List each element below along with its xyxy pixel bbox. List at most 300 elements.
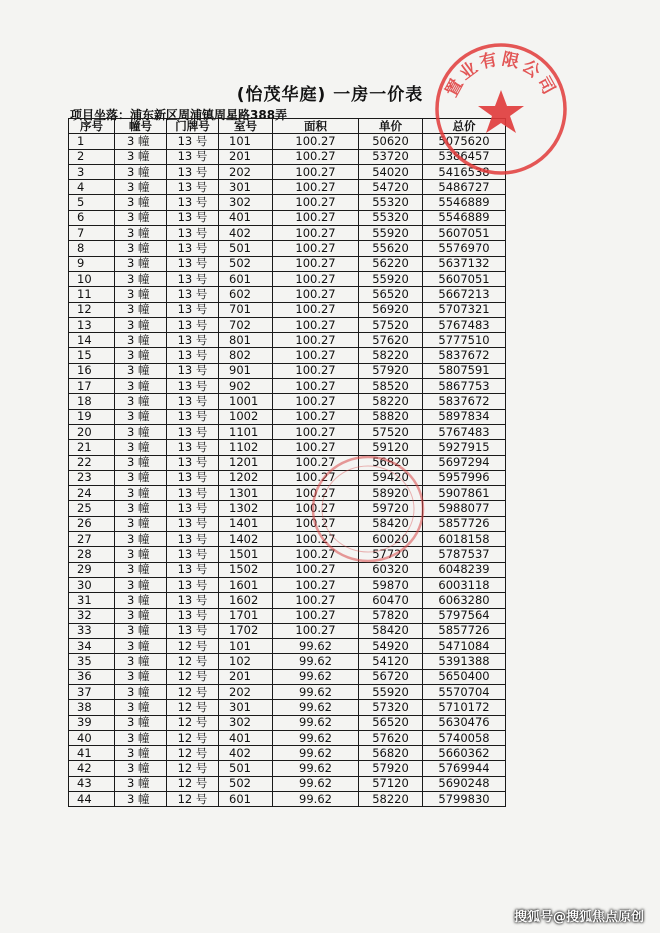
cell-building: 3 幢 bbox=[115, 470, 167, 485]
cell-area: 100.27 bbox=[273, 532, 359, 547]
cell-seq: 34 bbox=[69, 639, 115, 654]
cell-unit-price: 55620 bbox=[359, 241, 423, 256]
cell-area: 100.27 bbox=[273, 149, 359, 164]
cell-room: 902 bbox=[219, 379, 273, 394]
table-row bbox=[69, 470, 506, 485]
table-row bbox=[69, 700, 506, 715]
cell-unit-price: 54020 bbox=[359, 164, 423, 179]
cell-building: 3 幢 bbox=[115, 424, 167, 439]
cell-room: 801 bbox=[219, 333, 273, 348]
cell-unit-price: 56920 bbox=[359, 302, 423, 317]
cell-door-number: 13 号 bbox=[167, 287, 219, 302]
table-row bbox=[69, 256, 506, 271]
cell-seq: 28 bbox=[69, 547, 115, 562]
cell-room: 1401 bbox=[219, 516, 273, 531]
cell-total-price: 6018158 bbox=[423, 532, 506, 547]
cell-total-price: 5857726 bbox=[423, 623, 506, 638]
cell-unit-price: 58520 bbox=[359, 379, 423, 394]
cell-door-number: 13 号 bbox=[167, 134, 219, 149]
cell-unit-price: 57920 bbox=[359, 761, 423, 776]
cell-seq: 32 bbox=[69, 608, 115, 623]
cell-unit-price: 55320 bbox=[359, 210, 423, 225]
cell-building: 3 幢 bbox=[115, 516, 167, 531]
cell-total-price: 5607051 bbox=[423, 226, 506, 241]
cell-unit-price: 58420 bbox=[359, 516, 423, 531]
cell-room: 301 bbox=[219, 700, 273, 715]
table-row bbox=[69, 730, 506, 745]
cell-total-price: 5787537 bbox=[423, 547, 506, 562]
cell-total-price: 5391388 bbox=[423, 654, 506, 669]
table-row bbox=[69, 379, 506, 394]
cell-unit-price: 56520 bbox=[359, 287, 423, 302]
cell-room: 402 bbox=[219, 746, 273, 761]
cell-total-price: 5957996 bbox=[423, 470, 506, 485]
cell-seq: 29 bbox=[69, 562, 115, 577]
cell-unit-price: 60320 bbox=[359, 562, 423, 577]
table-row bbox=[69, 195, 506, 210]
table-row bbox=[69, 654, 506, 669]
cell-seq: 22 bbox=[69, 455, 115, 470]
cell-room: 201 bbox=[219, 669, 273, 684]
cell-unit-price: 58220 bbox=[359, 394, 423, 409]
cell-building: 3 幢 bbox=[115, 639, 167, 654]
table-row bbox=[69, 164, 506, 179]
cell-seq: 15 bbox=[69, 348, 115, 363]
cell-door-number: 13 号 bbox=[167, 501, 219, 516]
cell-area: 99.62 bbox=[273, 715, 359, 730]
cell-door-number: 12 号 bbox=[167, 792, 219, 807]
cell-total-price: 5867753 bbox=[423, 379, 506, 394]
header-seq: 序号 bbox=[69, 119, 115, 134]
cell-seq: 25 bbox=[69, 501, 115, 516]
cell-door-number: 13 号 bbox=[167, 562, 219, 577]
cell-seq: 24 bbox=[69, 486, 115, 501]
cell-area: 100.27 bbox=[273, 333, 359, 348]
cell-seq: 8 bbox=[69, 241, 115, 256]
cell-seq: 20 bbox=[69, 424, 115, 439]
cell-area: 100.27 bbox=[273, 226, 359, 241]
cell-building: 3 幢 bbox=[115, 715, 167, 730]
cell-unit-price: 56820 bbox=[359, 455, 423, 470]
svg-text:置业有限公司: 置业有限公司 bbox=[441, 49, 561, 101]
table-row bbox=[69, 792, 506, 807]
table-row bbox=[69, 394, 506, 409]
cell-unit-price: 55920 bbox=[359, 226, 423, 241]
cell-door-number: 12 号 bbox=[167, 776, 219, 791]
cell-door-number: 13 号 bbox=[167, 317, 219, 332]
cell-total-price: 5927915 bbox=[423, 440, 506, 455]
cell-unit-price: 58420 bbox=[359, 623, 423, 638]
cell-area: 100.27 bbox=[273, 363, 359, 378]
cell-building: 3 幢 bbox=[115, 761, 167, 776]
cell-area: 100.27 bbox=[273, 440, 359, 455]
cell-unit-price: 59420 bbox=[359, 470, 423, 485]
cell-unit-price: 50620 bbox=[359, 134, 423, 149]
table-row bbox=[69, 363, 506, 378]
cell-seq: 35 bbox=[69, 654, 115, 669]
cell-door-number: 13 号 bbox=[167, 226, 219, 241]
table-row bbox=[69, 424, 506, 439]
cell-door-number: 12 号 bbox=[167, 684, 219, 699]
cell-seq: 12 bbox=[69, 302, 115, 317]
cell-total-price: 5807591 bbox=[423, 363, 506, 378]
cell-unit-price: 57120 bbox=[359, 776, 423, 791]
cell-total-price: 5386457 bbox=[423, 149, 506, 164]
cell-room: 101 bbox=[219, 134, 273, 149]
cell-seq: 38 bbox=[69, 700, 115, 715]
cell-seq: 44 bbox=[69, 792, 115, 807]
cell-unit-price: 54920 bbox=[359, 639, 423, 654]
table-row bbox=[69, 317, 506, 332]
cell-total-price: 6063280 bbox=[423, 593, 506, 608]
cell-room: 1002 bbox=[219, 409, 273, 424]
cell-building: 3 幢 bbox=[115, 379, 167, 394]
cell-unit-price: 58220 bbox=[359, 348, 423, 363]
cell-building: 3 幢 bbox=[115, 134, 167, 149]
cell-door-number: 13 号 bbox=[167, 455, 219, 470]
cell-area: 100.27 bbox=[273, 348, 359, 363]
cell-room: 1502 bbox=[219, 562, 273, 577]
cell-area: 99.62 bbox=[273, 654, 359, 669]
table-row bbox=[69, 593, 506, 608]
cell-building: 3 幢 bbox=[115, 287, 167, 302]
cell-door-number: 13 号 bbox=[167, 593, 219, 608]
cell-seq: 39 bbox=[69, 715, 115, 730]
cell-seq: 37 bbox=[69, 684, 115, 699]
cell-unit-price: 57520 bbox=[359, 317, 423, 332]
cell-building: 3 幢 bbox=[115, 792, 167, 807]
cell-unit-price: 55920 bbox=[359, 271, 423, 286]
cell-unit-price: 57720 bbox=[359, 547, 423, 562]
cell-building: 3 幢 bbox=[115, 455, 167, 470]
cell-total-price: 5630476 bbox=[423, 715, 506, 730]
table-row bbox=[69, 516, 506, 531]
cell-building: 3 幢 bbox=[115, 501, 167, 516]
table-row bbox=[69, 746, 506, 761]
cell-seq: 30 bbox=[69, 577, 115, 592]
cell-room: 1202 bbox=[219, 470, 273, 485]
cell-unit-price: 56220 bbox=[359, 256, 423, 271]
table-row bbox=[69, 333, 506, 348]
cell-total-price: 5740058 bbox=[423, 730, 506, 745]
cell-building: 3 幢 bbox=[115, 256, 167, 271]
table-row bbox=[69, 562, 506, 577]
table-row bbox=[69, 715, 506, 730]
cell-room: 202 bbox=[219, 164, 273, 179]
header-door-number: 门牌号 bbox=[167, 119, 219, 134]
cell-seq: 41 bbox=[69, 746, 115, 761]
cell-building: 3 幢 bbox=[115, 577, 167, 592]
cell-area: 100.27 bbox=[273, 608, 359, 623]
cell-door-number: 13 号 bbox=[167, 271, 219, 286]
cell-total-price: 5769944 bbox=[423, 761, 506, 776]
cell-seq: 17 bbox=[69, 379, 115, 394]
header-building: 幢号 bbox=[115, 119, 167, 134]
cell-area: 100.27 bbox=[273, 424, 359, 439]
cell-area: 99.62 bbox=[273, 700, 359, 715]
cell-door-number: 12 号 bbox=[167, 730, 219, 745]
table-row bbox=[69, 348, 506, 363]
cell-unit-price: 59120 bbox=[359, 440, 423, 455]
cell-seq: 4 bbox=[69, 180, 115, 195]
cell-room: 701 bbox=[219, 302, 273, 317]
cell-seq: 1 bbox=[69, 134, 115, 149]
cell-total-price: 5660362 bbox=[423, 746, 506, 761]
cell-building: 3 幢 bbox=[115, 654, 167, 669]
table-row bbox=[69, 455, 506, 470]
cell-room: 201 bbox=[219, 149, 273, 164]
cell-door-number: 13 号 bbox=[167, 547, 219, 562]
cell-seq: 16 bbox=[69, 363, 115, 378]
table-row bbox=[69, 501, 506, 516]
cell-total-price: 5667213 bbox=[423, 287, 506, 302]
cell-building: 3 幢 bbox=[115, 562, 167, 577]
cell-seq: 18 bbox=[69, 394, 115, 409]
cell-door-number: 13 号 bbox=[167, 424, 219, 439]
cell-building: 3 幢 bbox=[115, 271, 167, 286]
table-row bbox=[69, 149, 506, 164]
table-row bbox=[69, 761, 506, 776]
cell-area: 100.27 bbox=[273, 577, 359, 592]
cell-door-number: 13 号 bbox=[167, 394, 219, 409]
cell-unit-price: 60470 bbox=[359, 593, 423, 608]
cell-total-price: 5777510 bbox=[423, 333, 506, 348]
cell-room: 601 bbox=[219, 271, 273, 286]
watermark: 搜狐号@搜狐焦点原创 bbox=[513, 910, 644, 925]
cell-total-price: 5897834 bbox=[423, 409, 506, 424]
table-row bbox=[69, 639, 506, 654]
cell-room: 901 bbox=[219, 363, 273, 378]
cell-unit-price: 57620 bbox=[359, 730, 423, 745]
cell-door-number: 13 号 bbox=[167, 379, 219, 394]
cell-area: 100.27 bbox=[273, 195, 359, 210]
cell-area: 99.62 bbox=[273, 639, 359, 654]
cell-building: 3 幢 bbox=[115, 226, 167, 241]
cell-area: 100.27 bbox=[273, 394, 359, 409]
cell-seq: 13 bbox=[69, 317, 115, 332]
cell-room: 102 bbox=[219, 654, 273, 669]
cell-seq: 43 bbox=[69, 776, 115, 791]
cell-seq: 9 bbox=[69, 256, 115, 271]
header-unit-price: 单价 bbox=[359, 119, 423, 134]
cell-building: 3 幢 bbox=[115, 730, 167, 745]
cell-total-price: 5697294 bbox=[423, 455, 506, 470]
cell-seq: 2 bbox=[69, 149, 115, 164]
cell-unit-price: 57320 bbox=[359, 700, 423, 715]
cell-total-price: 5637132 bbox=[423, 256, 506, 271]
cell-total-price: 5797564 bbox=[423, 608, 506, 623]
cell-total-price: 5767483 bbox=[423, 424, 506, 439]
cell-area: 100.27 bbox=[273, 302, 359, 317]
cell-seq: 26 bbox=[69, 516, 115, 531]
cell-building: 3 幢 bbox=[115, 195, 167, 210]
cell-seq: 27 bbox=[69, 532, 115, 547]
cell-total-price: 5570704 bbox=[423, 684, 506, 699]
cell-room: 1501 bbox=[219, 547, 273, 562]
cell-area: 99.62 bbox=[273, 792, 359, 807]
cell-building: 3 幢 bbox=[115, 348, 167, 363]
cell-total-price: 5576970 bbox=[423, 241, 506, 256]
cell-door-number: 12 号 bbox=[167, 761, 219, 776]
table-row bbox=[69, 440, 506, 455]
cell-building: 3 幢 bbox=[115, 210, 167, 225]
cell-area: 100.27 bbox=[273, 256, 359, 271]
cell-seq: 5 bbox=[69, 195, 115, 210]
cell-unit-price: 54720 bbox=[359, 180, 423, 195]
cell-door-number: 13 号 bbox=[167, 409, 219, 424]
cell-room: 402 bbox=[219, 226, 273, 241]
cell-total-price: 5710172 bbox=[423, 700, 506, 715]
cell-seq: 19 bbox=[69, 409, 115, 424]
cell-building: 3 幢 bbox=[115, 302, 167, 317]
cell-unit-price: 58220 bbox=[359, 792, 423, 807]
cell-total-price: 5486727 bbox=[423, 180, 506, 195]
cell-room: 501 bbox=[219, 241, 273, 256]
cell-unit-price: 59720 bbox=[359, 501, 423, 516]
cell-total-price: 5690248 bbox=[423, 776, 506, 791]
cell-seq: 3 bbox=[69, 164, 115, 179]
table-row bbox=[69, 776, 506, 791]
table-row bbox=[69, 684, 506, 699]
cell-area: 99.62 bbox=[273, 761, 359, 776]
cell-area: 100.27 bbox=[273, 562, 359, 577]
cell-area: 100.27 bbox=[273, 409, 359, 424]
cell-area: 100.27 bbox=[273, 271, 359, 286]
table-row bbox=[69, 547, 506, 562]
table-row bbox=[69, 669, 506, 684]
cell-door-number: 13 号 bbox=[167, 516, 219, 531]
cell-unit-price: 57820 bbox=[359, 608, 423, 623]
table-row bbox=[69, 287, 506, 302]
cell-area: 100.27 bbox=[273, 210, 359, 225]
cell-seq: 7 bbox=[69, 226, 115, 241]
cell-room: 1001 bbox=[219, 394, 273, 409]
cell-area: 100.27 bbox=[273, 593, 359, 608]
cell-total-price: 5546889 bbox=[423, 210, 506, 225]
cell-unit-price: 56720 bbox=[359, 669, 423, 684]
cell-area: 100.27 bbox=[273, 501, 359, 516]
cell-total-price: 5416538 bbox=[423, 164, 506, 179]
cell-room: 601 bbox=[219, 792, 273, 807]
cell-total-price: 5767483 bbox=[423, 317, 506, 332]
cell-room: 1402 bbox=[219, 532, 273, 547]
cell-door-number: 13 号 bbox=[167, 470, 219, 485]
cell-building: 3 幢 bbox=[115, 440, 167, 455]
cell-area: 100.27 bbox=[273, 287, 359, 302]
cell-room: 1701 bbox=[219, 608, 273, 623]
cell-room: 401 bbox=[219, 210, 273, 225]
cell-total-price: 5857726 bbox=[423, 516, 506, 531]
cell-door-number: 13 号 bbox=[167, 577, 219, 592]
table-row bbox=[69, 608, 506, 623]
cell-room: 501 bbox=[219, 761, 273, 776]
cell-area: 100.27 bbox=[273, 470, 359, 485]
cell-room: 1602 bbox=[219, 593, 273, 608]
cell-total-price: 6048239 bbox=[423, 562, 506, 577]
cell-area: 99.62 bbox=[273, 730, 359, 745]
cell-room: 1702 bbox=[219, 623, 273, 638]
cell-area: 100.27 bbox=[273, 134, 359, 149]
header-room: 室号 bbox=[219, 119, 273, 134]
cell-door-number: 13 号 bbox=[167, 363, 219, 378]
table-row bbox=[69, 210, 506, 225]
cell-total-price: 5837672 bbox=[423, 348, 506, 363]
cell-total-price: 5650400 bbox=[423, 669, 506, 684]
cell-seq: 33 bbox=[69, 623, 115, 638]
cell-total-price: 5607051 bbox=[423, 271, 506, 286]
cell-door-number: 13 号 bbox=[167, 210, 219, 225]
cell-building: 3 幢 bbox=[115, 746, 167, 761]
cell-door-number: 13 号 bbox=[167, 149, 219, 164]
cell-area: 100.27 bbox=[273, 623, 359, 638]
cell-unit-price: 57520 bbox=[359, 424, 423, 439]
cell-total-price: 5988077 bbox=[423, 501, 506, 516]
cell-room: 302 bbox=[219, 715, 273, 730]
cell-building: 3 幢 bbox=[115, 608, 167, 623]
cell-total-price: 5837672 bbox=[423, 394, 506, 409]
cell-building: 3 幢 bbox=[115, 394, 167, 409]
cell-total-price: 5546889 bbox=[423, 195, 506, 210]
cell-area: 99.62 bbox=[273, 669, 359, 684]
cell-door-number: 13 号 bbox=[167, 486, 219, 501]
cell-seq: 14 bbox=[69, 333, 115, 348]
cell-door-number: 13 号 bbox=[167, 164, 219, 179]
cell-building: 3 幢 bbox=[115, 486, 167, 501]
cell-building: 3 幢 bbox=[115, 317, 167, 332]
cell-door-number: 12 号 bbox=[167, 746, 219, 761]
cell-door-number: 12 号 bbox=[167, 669, 219, 684]
cell-door-number: 12 号 bbox=[167, 700, 219, 715]
cell-unit-price: 58920 bbox=[359, 486, 423, 501]
cell-room: 802 bbox=[219, 348, 273, 363]
table-row bbox=[69, 241, 506, 256]
cell-room: 302 bbox=[219, 195, 273, 210]
cell-room: 702 bbox=[219, 317, 273, 332]
cell-building: 3 幢 bbox=[115, 593, 167, 608]
cell-unit-price: 56520 bbox=[359, 715, 423, 730]
cell-unit-price: 55320 bbox=[359, 195, 423, 210]
cell-room: 1102 bbox=[219, 440, 273, 455]
cell-building: 3 幢 bbox=[115, 164, 167, 179]
cell-area: 100.27 bbox=[273, 241, 359, 256]
table-row bbox=[69, 226, 506, 241]
cell-unit-price: 56820 bbox=[359, 746, 423, 761]
project-address: 项目坐落：浦东新区周浦镇周星路388弄 bbox=[70, 108, 288, 122]
table-row bbox=[69, 180, 506, 195]
cell-door-number: 13 号 bbox=[167, 195, 219, 210]
cell-seq: 42 bbox=[69, 761, 115, 776]
cell-area: 100.27 bbox=[273, 455, 359, 470]
cell-area: 100.27 bbox=[273, 516, 359, 531]
cell-door-number: 12 号 bbox=[167, 639, 219, 654]
cell-unit-price: 57620 bbox=[359, 333, 423, 348]
cell-total-price: 5471084 bbox=[423, 639, 506, 654]
cell-unit-price: 57920 bbox=[359, 363, 423, 378]
cell-total-price: 5075620 bbox=[423, 134, 506, 149]
cell-seq: 6 bbox=[69, 210, 115, 225]
cell-building: 3 幢 bbox=[115, 180, 167, 195]
cell-room: 1101 bbox=[219, 424, 273, 439]
cell-unit-price: 58820 bbox=[359, 409, 423, 424]
cell-room: 1301 bbox=[219, 486, 273, 501]
cell-building: 3 幢 bbox=[115, 241, 167, 256]
cell-unit-price: 54120 bbox=[359, 654, 423, 669]
cell-area: 100.27 bbox=[273, 486, 359, 501]
cell-room: 502 bbox=[219, 256, 273, 271]
cell-room: 401 bbox=[219, 730, 273, 745]
cell-door-number: 13 号 bbox=[167, 256, 219, 271]
cell-area: 100.27 bbox=[273, 164, 359, 179]
